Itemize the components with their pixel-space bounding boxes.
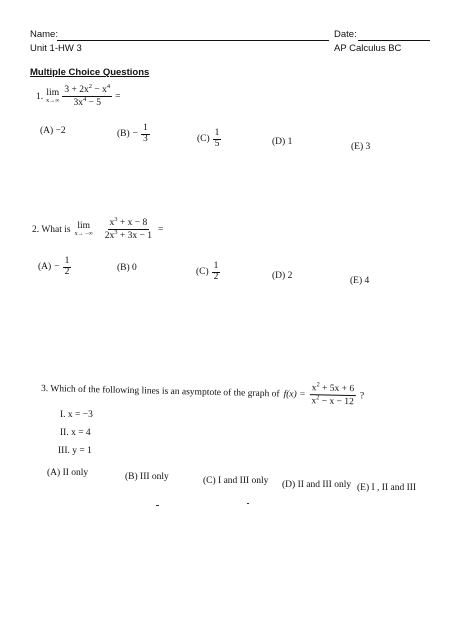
question-1 [36,84,120,109]
q3-question-mark: ? [359,390,365,401]
scan-speck [156,505,159,506]
q3-choice-c[interactable]: (C) I and III only [203,476,269,486]
q1-choice-d[interactable]: (D) 1 [272,137,293,147]
q2-limit: lim x→ −∞ [74,220,93,238]
date-label: Date: [334,29,357,40]
scan-speck [247,503,249,504]
course-label: AP Calculus BC [334,43,402,54]
q1-choice-e[interactable]: (E) 3 [351,142,371,152]
q1-fraction: $\frac{3 + 2x^2 - x^4}{3x^4 - 5}$ [64,83,111,109]
q2-choice-a[interactable]: (A) − $\frac{1}{2}$ [38,256,70,277]
q2-number: 2. What is [32,224,71,235]
q3-choice-d[interactable]: (D) II and III only [282,480,352,490]
q3-stem: 3. Which of the following lines is an asymptote of the graph of [40,383,280,400]
unit-label: Unit 1-HW 3 [30,43,82,54]
q1-choice-c[interactable]: (C) $\frac{1}{5}$ [197,128,220,149]
question-2 [32,217,163,242]
q3-fraction: $\frac{x^2 + 5x + 6}{x^2 - x - 12}$ [309,382,356,408]
question-3 [41,376,365,409]
q3-choice-b[interactable]: (B) III only [125,472,169,482]
q3-option-2: II. x = 4 [60,428,91,438]
q3-choice-a[interactable]: (A) II only [47,468,89,478]
date-line [358,40,430,41]
q1-choice-a[interactable]: (A) −2 [40,126,66,136]
q2-choice-c[interactable]: (C) $\frac{1}{2}$ [196,261,219,282]
q2-choice-d[interactable]: (D) 2 [272,271,293,281]
q1-number: 1. [36,91,44,102]
q3-choice-e[interactable]: (E) I , II and III [357,483,417,493]
q2-equals: = [158,224,164,235]
q3-fx: f(x) = [283,389,306,400]
section-title: Multiple Choice Questions [30,67,150,78]
q1-choice-b[interactable]: (B) − $\frac{1}{3}$ [117,123,148,144]
q1-equals: = [115,91,121,102]
q2-fraction: $\frac{x^3 + x - 8}{2x^3 + 3x - 1}$ [104,216,153,242]
q2-choice-b[interactable]: (B) 0 [117,263,137,273]
name-line [57,40,329,41]
q3-option-1: I. x = −3 [60,410,93,420]
q1-limit: lim x→∞ [46,87,60,105]
q2-choice-e[interactable]: (E) 4 [350,276,370,286]
name-label: Name: [30,29,58,40]
q3-option-3: III. y = 1 [58,446,92,456]
